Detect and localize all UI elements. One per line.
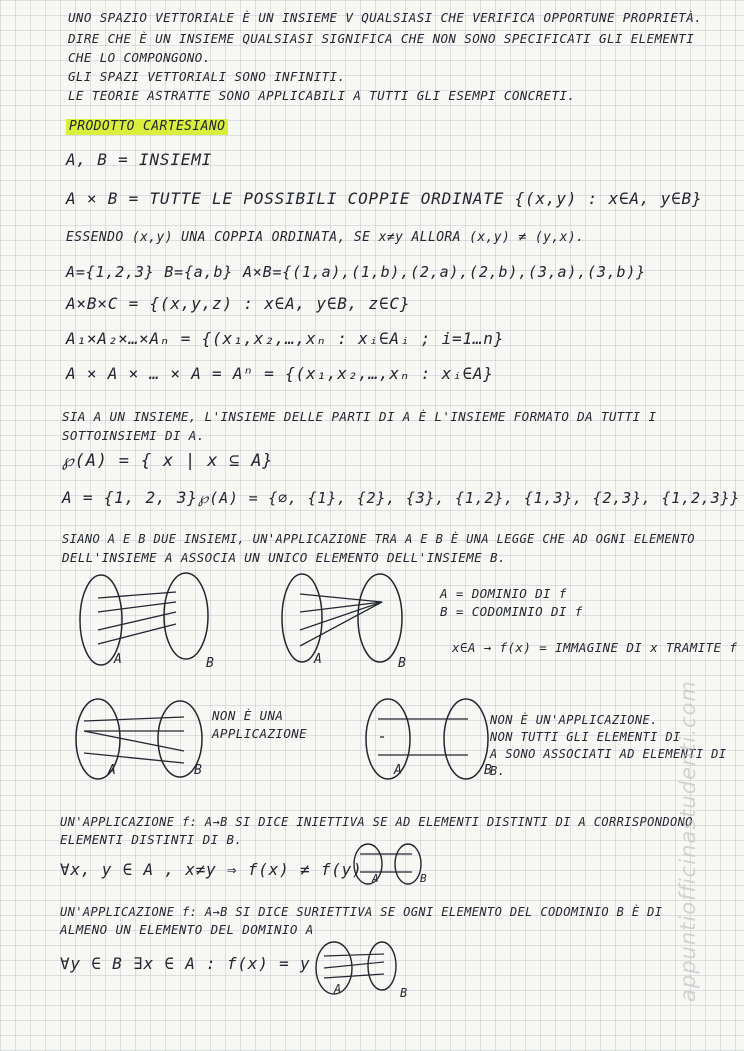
set-a-label: A xyxy=(108,763,116,778)
section-heading-cartesian: PRODOTTO CARTESIANO xyxy=(66,119,228,135)
cartesian-line-4: A={1,2,3} B={a,b} A×B={(1,a),(1,b),(2,a),(2,b),(3,a),(3,b)} xyxy=(66,263,647,281)
set-a-label: A xyxy=(114,652,122,667)
set-b-label: B xyxy=(206,656,214,671)
injective-line-1: UN'APPLICAZIONE f: A→B SI DICE INIETTIVA SE AD ELEMENTI DISTINTI DI A CORRISPONDONO xyxy=(60,815,693,829)
parts-line-4a: A = {1, 2, 3} xyxy=(62,488,198,507)
cartesian-line-2: A × B = TUTTE LE POSSIBILI COPPIE ORDINATE {(x,y) : x∈A, y∈B} xyxy=(66,189,703,208)
set-a-label: A xyxy=(372,872,379,885)
cartesian-line-6: A₁×A₂×…×Aₙ = {(x₁,x₂,…,xₙ : xᵢ∈Aᵢ ; i=1…n} xyxy=(66,329,505,348)
parts-line-3: ℘(A) = { x | x ⊆ A} xyxy=(62,451,274,471)
not-application-text-2-line-4: B. xyxy=(490,764,506,778)
diagram-surjective xyxy=(312,940,422,1000)
parts-line-2: SOTTOINSIEMI DI A. xyxy=(62,428,205,443)
legend-image: x∈A → f(x) = IMMAGINE DI x TRAMITE f xyxy=(452,640,738,655)
cartesian-line-1: A, B = INSIEMI xyxy=(66,150,213,169)
diagram-application-1 xyxy=(76,572,236,672)
set-b-label: B xyxy=(484,763,492,778)
diagram-not-application-2 xyxy=(358,695,508,785)
set-b-label: B xyxy=(398,656,406,671)
parts-line-4b: ℘(A) = {∅, {1}, {2}, {3}, {1,2}, {1,3}, {2,3}, {1,2,3}} xyxy=(198,489,741,507)
intro-line-2: DIRE CHE È UN INSIEME QUALSIASI SIGNIFICA CHE NON SONO SPECIFICATI GLI ELEMENTI xyxy=(68,31,695,46)
cartesian-line-5: A×B×C = {(x,y,z) : x∈A, y∈B, z∈C} xyxy=(66,294,411,313)
cartesian-line-7: A × A × … × A = Aⁿ = {(x₁,x₂,…,xₙ : xᵢ∈A} xyxy=(66,364,494,383)
intro-line-3: CHE LO COMPONGONO. xyxy=(68,50,211,65)
diagram-not-application-1 xyxy=(72,695,222,785)
diagram-application-2 xyxy=(280,572,430,672)
not-application-text-1-line-1: NON È UNA xyxy=(212,708,284,723)
set-a-label: A xyxy=(394,763,402,778)
injective-formula: ∀x, y ∈ A , x≠y ⇒ f(x) ≠ f(y) xyxy=(60,860,363,879)
watermark: appuntiofficinastudenti.com xyxy=(676,680,700,1002)
not-application-text-2-line-1: NON È UN'APPLICAZIONE. xyxy=(490,713,658,727)
application-line-2: DELL'INSIEME A ASSOCIA UN UNICO ELEMENTO DELL'INSIEME B. xyxy=(62,550,506,565)
application-line-1: SIANO A E B DUE INSIEMI, UN'APPLICAZIONE TRA A E B È UNA LEGGE CHE AD OGNI ELEMENTO xyxy=(62,532,695,546)
not-application-text-2-line-2: NON TUTTI GLI ELEMENTI DI xyxy=(490,730,681,744)
set-b-label: B xyxy=(194,763,202,778)
set-b-label: B xyxy=(400,986,408,1000)
surjective-line-2: ALMENO UN ELEMENTO DEL DOMINIO A xyxy=(60,922,314,937)
cartesian-line-3: ESSENDO (x,y) UNA COPPIA ORDINATA, SE x≠y ALLORA (x,y) ≠ (y,x). xyxy=(66,230,585,245)
intro-line-1: UNO SPAZIO VETTORIALE È UN INSIEME V QUALSIASI CHE VERIFICA OPPORTUNE PROPRIETÀ. xyxy=(68,10,703,25)
surjective-line-1: UN'APPLICAZIONE f: A→B SI DICE SURIETTIVA SE OGNI ELEMENTO DEL CODOMINIO B È DI xyxy=(60,905,663,919)
diagram-injective xyxy=(350,842,440,888)
intro-line-4: GLI SPAZI VETTORIALI SONO INFINITI. xyxy=(68,69,346,84)
injective-line-2: ELEMENTI DISTINTI DI B. xyxy=(60,832,243,847)
set-a-label: A xyxy=(314,652,322,667)
not-application-text-2-line-3: A SONO ASSOCIATI AD ELEMENTI DI xyxy=(490,747,727,761)
legend-codomain: B = CODOMINIO DI f xyxy=(440,604,583,619)
surjective-formula: ∀y ∈ B ∃x ∈ A : f(x) = y xyxy=(60,954,311,973)
set-a-label: A xyxy=(334,982,342,996)
intro-line-5: LE TEORIE ASTRATTE SONO APPLICABILI A TUTTI GLI ESEMPI CONCRETI. xyxy=(68,88,576,103)
not-application-text-1-line-2: APPLICAZIONE xyxy=(212,726,308,741)
legend-domain: A = DOMINIO DI f xyxy=(440,586,567,601)
parts-line-1: SIA A UN INSIEME, L'INSIEME DELLE PARTI DI A È L'INSIEME FORMATO DA TUTTI I xyxy=(62,409,657,424)
set-b-label: B xyxy=(420,872,427,885)
